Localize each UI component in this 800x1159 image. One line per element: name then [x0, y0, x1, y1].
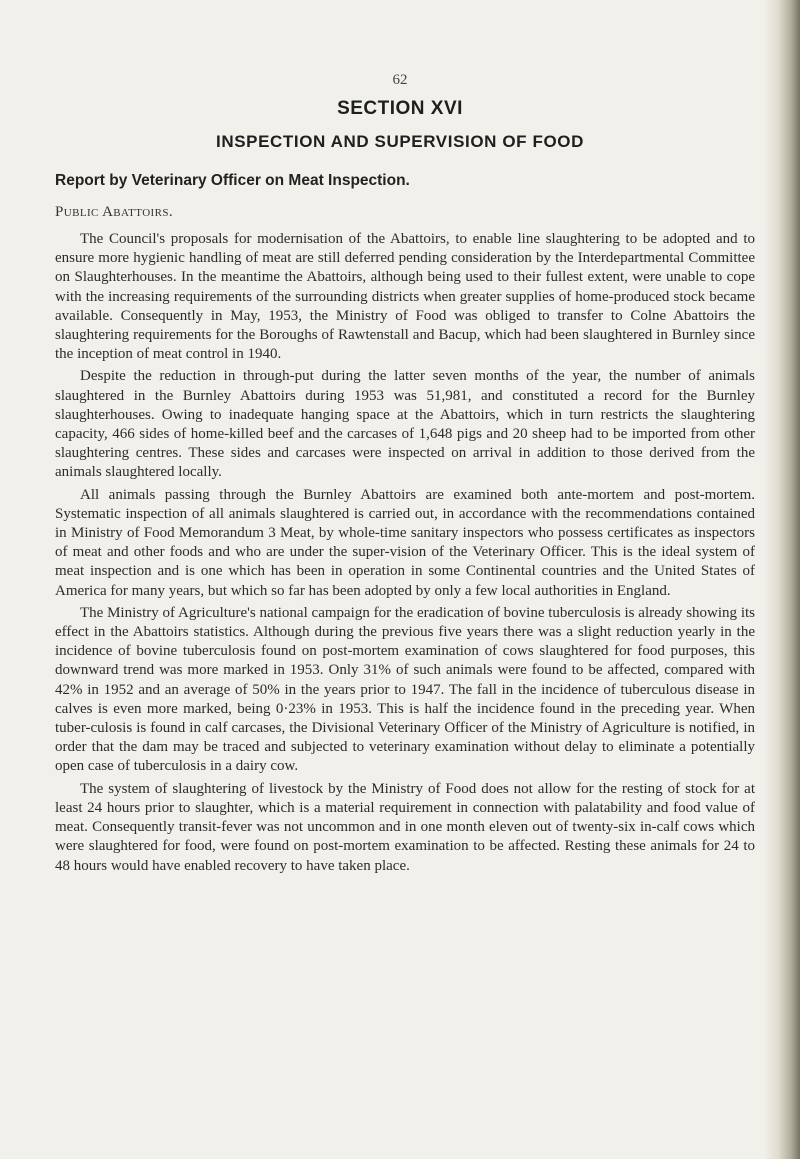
sub-heading-public-abattoirs: Public Abattoirs. [55, 204, 174, 220]
paragraph-modernisation: The Council's proposals for modernisation of the Abattoirs, to enable line slaughtering to be adopted and to ensure more hygienic handling of meat are still deferred pending consideration by the Interdepartmental Committee on Slaughterhouses. In the meantime the Abattoirs, although being used to their fullest extent, were unable to cope with the increasing requirements of the surrounding districts when greater supplies of home-produced stock became available. Consequently in May, 1953, the Ministry of Food was obliged to transfer to Colne Abattoirs the slaughtering requirements for the Boroughs of Rawtenstall and Bacup, which had been slaughtered in Burnley since the inception of meat control in 1940. [55, 231, 755, 363]
paragraph-throughput: Despite the reduction in through-put during the latter seven months of the year, the number of animals slaughtered in the Burnley Abattoirs during 1953 was 51,981, and constituted a record for the Burnley slaughterhouses. Owing to inadequate hanging space at the Abattoirs, which in turn restricts the slaughtering capacity, 466 sides of home-killed beef and the carcases of 1,648 pigs and 20 sheep had to be imported from other slaughtering centres. These sides and carcases were inspected on arrival in addition to those derived from the animals slaughtered locally. [55, 368, 755, 481]
section-title: SECTION XVI [337, 98, 463, 119]
page-edge-shadow [764, 0, 800, 1159]
body-text [55, 230, 755, 879]
paragraph-tuberculosis: The Ministry of Agriculture's national campaign for the eradication of bovine tuberculosis is already showing its effect in the Abattoirs statistics. Although during the previous five years there was a slight reduction yearly in the incidence of bovine tuberculosis found on post-mortem examination of cows slaughtered for food purposes, this downward trend was more marked in 1953. Only 31% of such animals were found to be affected, compared with 42% in 1952 and an average of 50% in the years prior to 1947. The fall in the incidence of tuberculous disease in calves is even more marked, being 0·23% in 1953. This is half the incidence found in the preceding year. When tuber-culosis is found in calf carcases, the Divisional Veterinary Officer of the Ministry of Agriculture is notified, in order that the dam may be traced and subjected to veterinary examination without delay to eliminate a potentially open case of tuberculosis in a dairy cow. [55, 604, 755, 775]
page-number: 62 [392, 72, 408, 88]
paragraph-resting-stock: The system of slaughtering of livestock by the Ministry of Food does not allow for the resting of stock for at least 24 hours prior to slaughter, which is a material requirement in connection with palatability and food value of meat. Consequently transit-fever was not uncommon and in one month eleven out of twenty-six in-calf cows which were slaughtered for food, were found on post-mortem examination to be affected. Resting these animals for 24 to 48 hours would have enabled recovery to have taken place. [55, 780, 755, 874]
section-subtitle: INSPECTION AND SUPERVISION OF FOOD [216, 132, 584, 151]
paragraph-inspection-system: All animals passing through the Burnley Abattoirs are examined both ante-mortem and post-mortem. Systematic inspection of all animals slaughtered is carried out, in accordance with the recommendations contained in Ministry of Food Memorandum 3 Meat, by whole-time sanitary inspectors who possess certificates as inspectors of meat and other foods and who are under the super-vision of the Veterinary Officer. This is the ideal system of meat inspection and is one which has been in operation in some Continental countries and the United States of America for many years, but which so far has been adopted by only a few local authorities in England. [55, 486, 755, 599]
report-heading: Report by Veterinary Officer on Meat Inspection. [55, 172, 410, 189]
